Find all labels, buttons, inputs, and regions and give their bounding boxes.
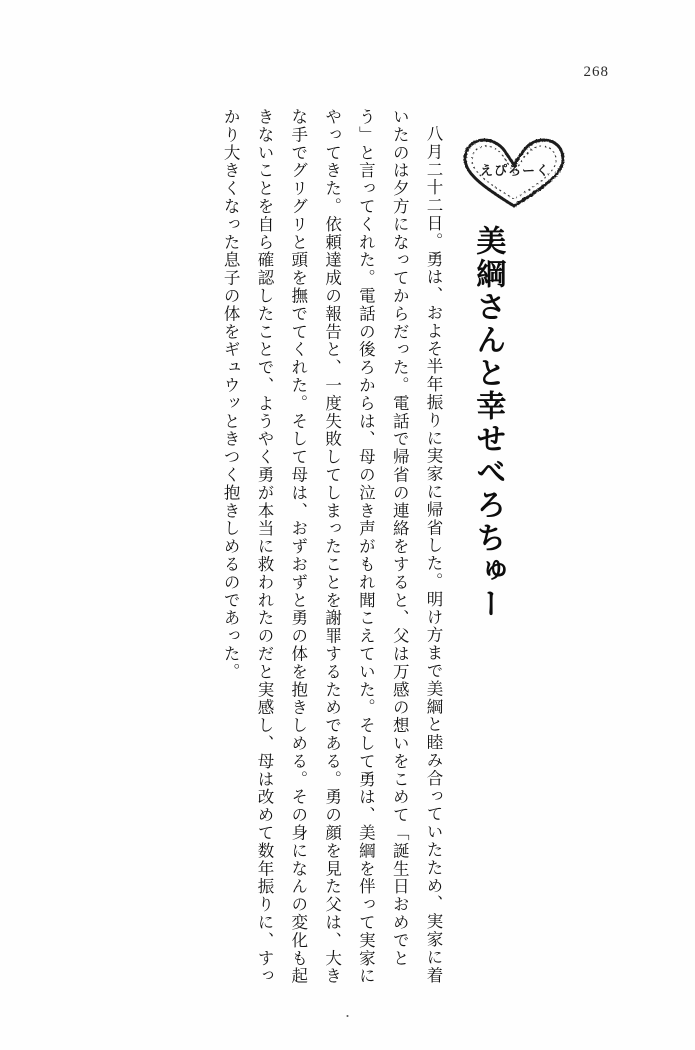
chapter-title: 美綱さんと幸せべろちゅー bbox=[470, 225, 506, 621]
body-text bbox=[60, 108, 450, 988]
page-number: 268 bbox=[583, 64, 609, 80]
heart-icon bbox=[455, 132, 573, 214]
footer-mark: ・ bbox=[342, 1011, 353, 1023]
stamp-label: えぴろーく bbox=[479, 164, 550, 179]
body-paragraph: 八月二十二日。勇は、およそ半年振りに実家に帰省した。明け方まで美綱と睦み合っていたため、実家に着いたのは夕方になってからだった。電話で帰省の連絡をすると、父は万感の想いをこめて「誕生日おめでとう」と言ってくれた。電話の後ろからは、母の泣き声がもれ聞こえていた。そして勇は、美綱を伴って実家にやってきた。依頼達成の報告と、一度失敗してしまったことを謝罪するためである。勇の顔を見た父は、大きな手でグリグリと頭を撫でてくれた。そして母は、おずおずと勇の体を抱きしめる。その身になんの変化も起きないことを自ら確認したことで、ようやく勇が本当に救われたのだと実感し、母は改めて数年振りに、すっかり大きくなった息子の体をギュウッときつく抱きしめるのであった。 bbox=[221, 108, 443, 986]
